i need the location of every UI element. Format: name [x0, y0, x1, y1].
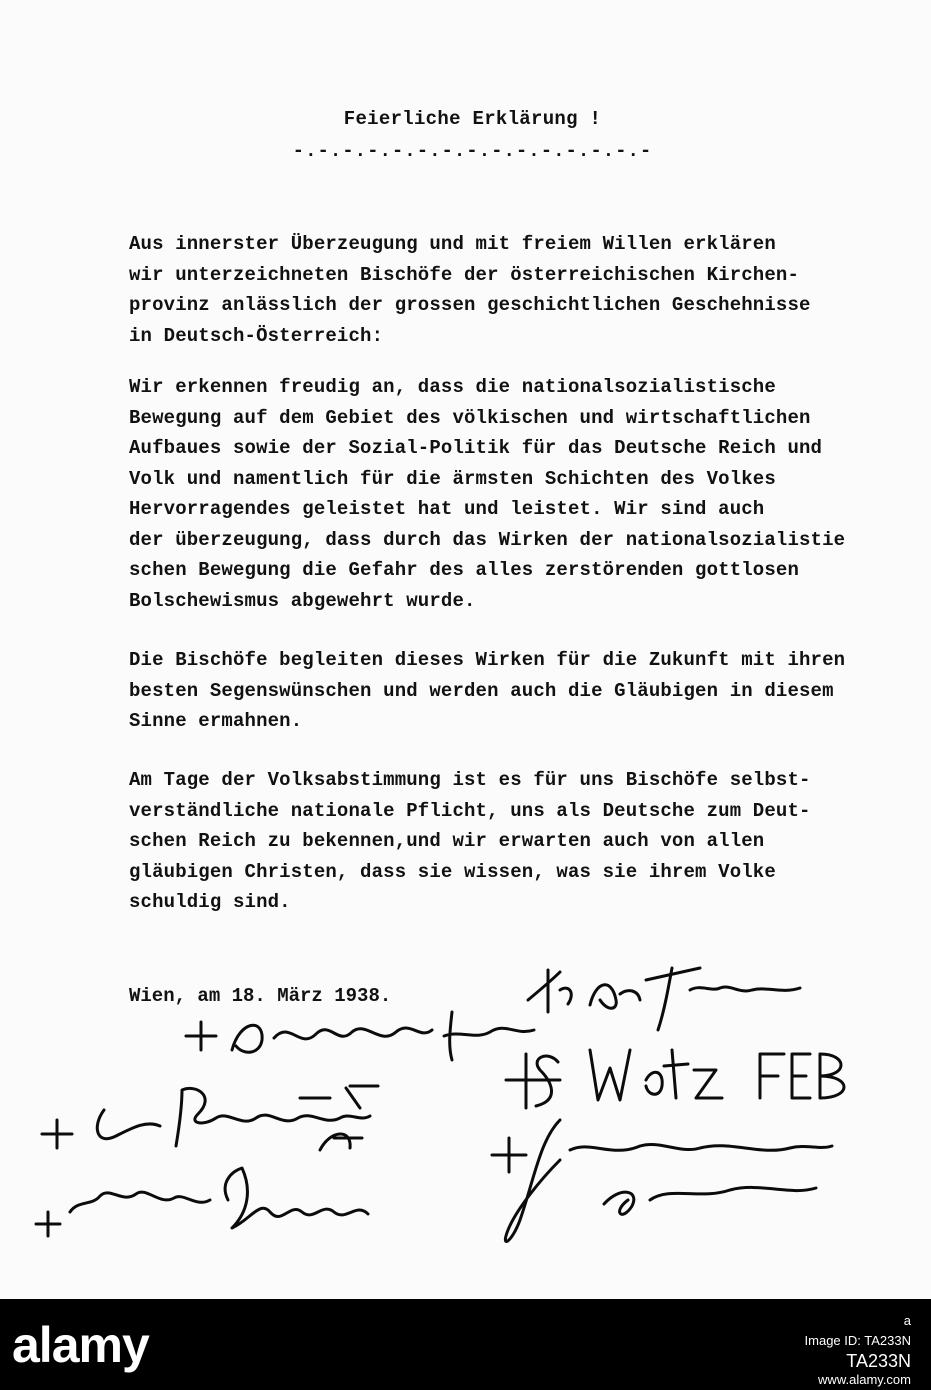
signature-waitz	[506, 1050, 844, 1108]
signature-pawlikowski	[42, 1086, 378, 1150]
title-underline: -.-.-.-.-.-.-.-.-.-.-.-.-.-.-	[292, 140, 653, 162]
watermark-letter: a	[903, 1313, 911, 1328]
image-id-label: Image ID: TA233N	[804, 1333, 911, 1348]
paragraph-3: Die Bischöfe begleiten dieses Wirken für die Zukunft mit ihren besten Segenswünschen und werden auch die Gläubigen in diesem Sinne ermahnen.	[129, 649, 846, 732]
paragraph-2: Wir erkennen freudig an, dass die nationalsozialistische Bewegung auf dem Gebiet des völkischen und wirtschaftlichen Aufbaues sowie der Sozial-Politik für das Deutsche Reich und Volk und namentlich für die ärmsten Schichten des Volkes Hervorragendes geleistet hat und leistet. Wir sind auch der überzeugung, dass durch das Wirken der nationalsozialistie schen Bewegung die Gefahr des alles zerstörenden gottlosen Bolschewismus abgewehrt wurde.	[129, 376, 846, 612]
signature-innitzer	[528, 968, 800, 1030]
signatures-drawing	[0, 950, 931, 1270]
watermark-footer	[0, 1299, 931, 1390]
handwritten-signatures	[0, 950, 931, 1270]
watermark-url: www.alamy.com	[818, 1372, 911, 1387]
paragraph-4: Am Tage der Volksabstimmung ist es für uns Bischöfe selbst- verständliche nationale Pflicht, uns als Deutsche zum Deut- schen Reich zu bekennen,und wir erwarten auch von allen gläubigen Christen, dass sie wissen, was sie ihrem Volke schuldig sind.	[129, 769, 811, 913]
image-id: TA233N	[846, 1351, 911, 1371]
signature-memelauer	[36, 1168, 368, 1236]
paragraph-1: Aus innerster Überzeugung und mit freiem Willen erklären wir unterzeichneten Bischöfe der österreichischen Kirchen- provinz anlässlich der grossen geschichtlichen Geschehnisse in Deutsch-Österreich:	[129, 233, 811, 347]
signature-hefter	[186, 1012, 534, 1060]
place-and-date: Wien, am 18. März 1938.	[129, 985, 392, 1007]
document-title: Feierliche Erklärung !	[343, 108, 602, 130]
signature-gfoellner	[492, 1120, 832, 1241]
alamy-logo: alamy	[12, 1317, 149, 1373]
